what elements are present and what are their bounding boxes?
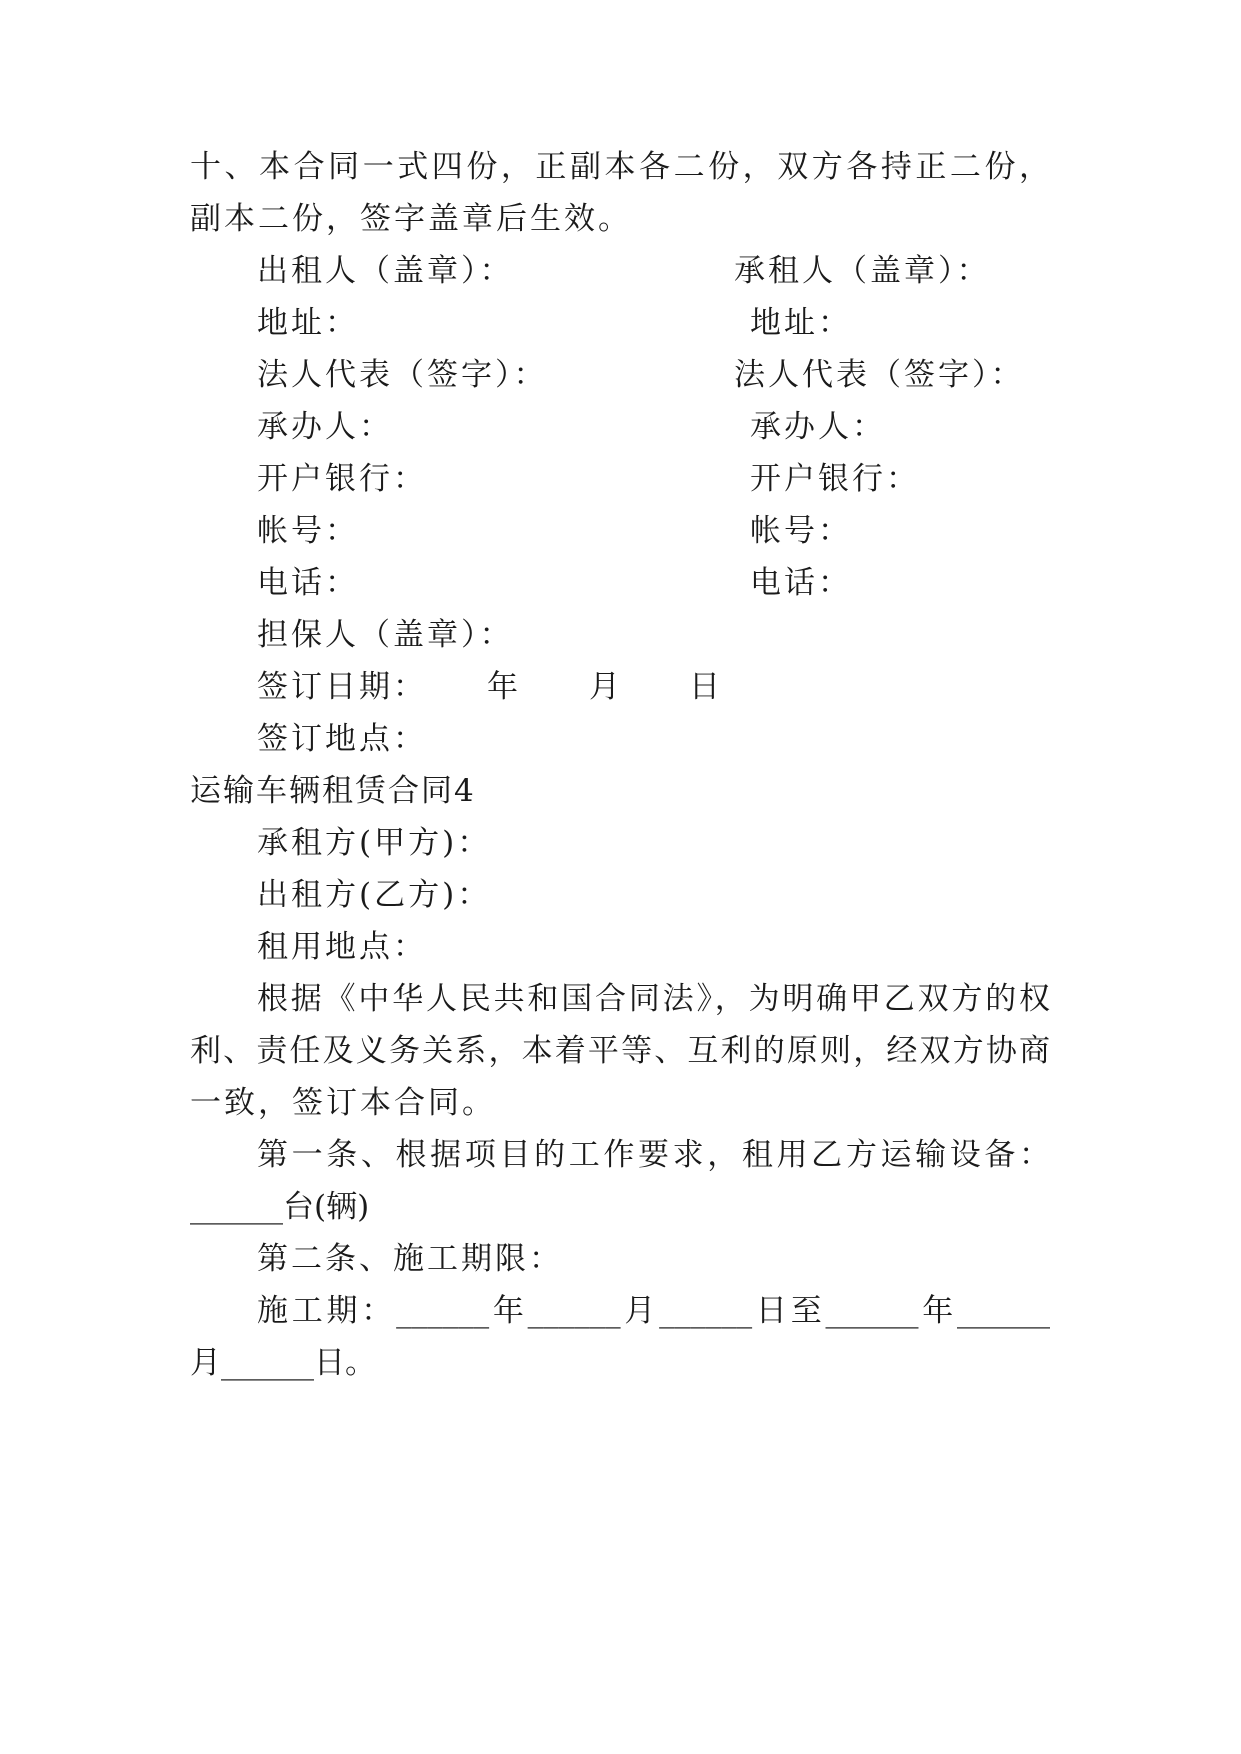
construction-period-line-2: 月______日。 xyxy=(190,1345,376,1381)
lessee-phone-label: 电话： xyxy=(750,565,852,601)
clause-10-line-2: 副本二份，签字盖章后生效。 xyxy=(190,201,632,237)
preamble-line-2: 利、责任及义务关系，本着平等、互利的原则，经双方协商 xyxy=(190,1033,1050,1069)
lessor-handler-label: 承办人： xyxy=(257,409,393,445)
lessor-legal-rep-label: 法人代表（签字）： xyxy=(257,357,548,393)
party-a-label: 承租方(甲方)： xyxy=(257,825,492,861)
lessor-phone-label: 电话： xyxy=(257,565,359,601)
lessor-bank-label: 开户银行： xyxy=(257,461,427,497)
guarantor-seal-label: 担保人（盖章）： xyxy=(257,617,514,653)
lessee-seal-label: 承租人（盖章）： xyxy=(734,253,991,289)
article-2-heading: 第二条、施工期限： xyxy=(257,1241,563,1277)
contract-4-title: 运输车辆租赁合同4 xyxy=(190,773,476,809)
lessee-address-label: 地址： xyxy=(750,305,852,341)
lessee-account-label: 帐号： xyxy=(750,513,852,549)
sign-date-month: 月 xyxy=(589,669,620,705)
lessor-address-label: 地址： xyxy=(257,305,359,341)
lessee-legal-rep-label: 法人代表（签字）： xyxy=(734,357,1025,393)
construction-period-line-1: 施工期：______年______月______日至______年______ xyxy=(257,1293,1050,1329)
lessor-seal-label: 出租人（盖章）： xyxy=(257,253,514,289)
preamble-line-3: 一致，签订本合同。 xyxy=(190,1085,496,1121)
sign-date-day: 日 xyxy=(689,669,720,705)
lessee-bank-label: 开户银行： xyxy=(750,461,920,497)
rental-place-label: 租用地点： xyxy=(257,929,427,965)
preamble-line-1: 根据《中华人民共和国合同法》，为明确甲乙双方的权 xyxy=(257,981,1050,1017)
clause-10-line-1: 十、本合同一式四份，正副本各二份，双方各持正二份， xyxy=(190,149,1050,185)
article-1-line-2: ______台(辆) xyxy=(190,1189,370,1225)
lessor-account-label: 帐号： xyxy=(257,513,359,549)
lessee-handler-label: 承办人： xyxy=(750,409,886,445)
sign-place-label: 签订地点： xyxy=(257,721,427,757)
sign-date-year: 年 xyxy=(487,669,518,705)
party-b-label: 出租方(乙方)： xyxy=(257,877,492,913)
sign-date-label: 签订日期： xyxy=(257,669,427,705)
article-1-line-1: 第一条、根据项目的工作要求，租用乙方运输设备： xyxy=(257,1137,1050,1173)
